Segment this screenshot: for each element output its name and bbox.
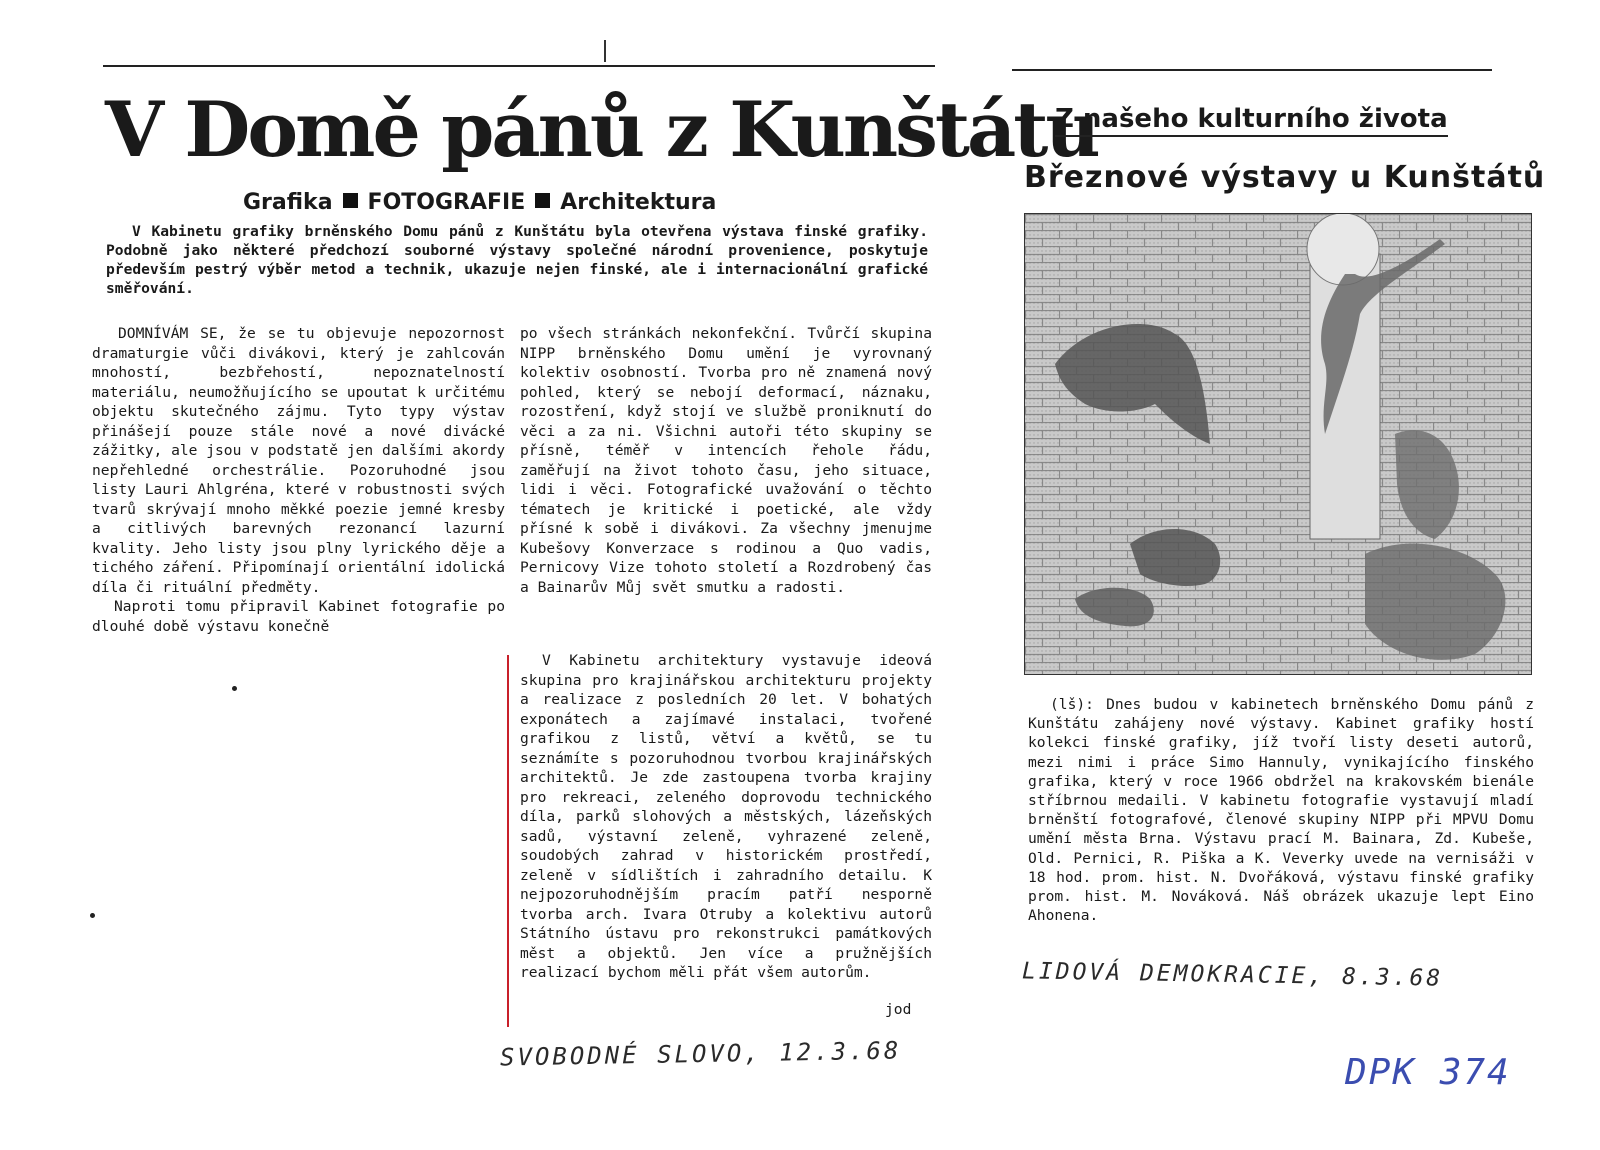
left-article-signature: jod <box>885 1001 912 1018</box>
top-rule-right <box>1012 69 1492 71</box>
right-article-caption: (lš): Dnes budou v kabinetech brněnského Domu pánů z Kunštátu zahájeny nové výstavy. Kabinet grafiky hostí kolekci finské grafiky, jíž tvoří listy deseti autorů, mezi nimi i práce Simo Hannuly, vynikajícího finského grafika, který v roce 1966 obdržel na krakovském bienále stříbrnou medaili. V kabinetu fotografie vystavují mladí brněnští fotografové, členové skupiny NIPP při MPVU Domu umění města Brna. Výstavu prací M. Bainara, Zd. Kubeše, Old. Pernici, R. Piška a K. Veverky uvede na vernisáži v 18 hod. prom. hist. N. Dvořáková, výstavu finské grafiky prom. hist. M. Nováková. Náš obrázek ukazuje lept Eino Ahonena. <box>1028 696 1534 925</box>
fold-mark <box>604 40 606 62</box>
left-article-column-2 <box>520 324 932 597</box>
stray-dot <box>90 913 95 918</box>
handwritten-source-left: SVOBODNÉ SLOVO, 12.3.68 <box>499 1036 902 1072</box>
etching-illustration <box>1025 214 1531 674</box>
column-2-paragraph-1: po všech stránkách nekonfekční. Tvůrčí skupina NIPP brněnského Domu umění je vyrovnaný kolektiv osobností. Tvorba pro ně znamená nový pohled, který se nebojí deformací, náznaku, rozostření, když stojí ve službě proniknutí do věci a za ni. Všichni autoři této skupiny se přísně, téměř v intencích řehole řádu, zaměřují na život tohoto času, jeho situace, lidi i věci. Fotografické uvažování o těchto tématech je kritické i poetické, ale vždy přísné k sobě i divákovi. Za všechny jmenujme Kubešovy Konverzace s rodinou a Quo vadis, Pernicovy Vize tohoto století a Rozdrobený čas a Bainarův Můj svět smutku a radosti. <box>520 325 932 596</box>
square-bullet-icon <box>343 193 358 208</box>
left-article-column-2-architecture <box>520 651 932 983</box>
archive-reference: DPK 374 <box>1345 1052 1511 1093</box>
handwritten-source-right: LIDOVÁ DEMOKRACIE, 8.3.68 <box>1021 958 1444 992</box>
right-article-kicker: Z našeho kulturního života <box>1055 104 1448 137</box>
left-article-title: V Domě pánů z Kunštátu <box>105 85 1098 174</box>
stray-dot <box>232 686 237 691</box>
column-1-paragraph-1: DOMNÍVÁM SE, že se tu objevuje nepozornost dramaturgie vůči divákovi, který je zahlcován mnohostí, bezbřehostí, nepoznatelností materiálu, neumožňujícího se upoutat k určitému objektu skutečného zájmu. Tyto typy výstav přinášejí pouze stále nové a nové divácké zážitky, ale jsou v podstatě jen dalšími akordy nepřehledné orchestrálie. Pozoruhodné jsou listy Lauri Ahlgréna, které v robustnosti svých tvarů skrývají mnoho měkké poezie jemné kresby a citlivých barevných rezonancí lazurní kvality. Jeho listy jsou plny lyrického děje a tichého záření. Připomínají orientální idolická díla či rituální předměty. <box>92 325 505 596</box>
left-article-lead: V Kabinetu grafiky brněnského Domu pánů z Kunštátu byla otevřena výstava finské grafiky. Podobně jako některé předchozí souborné výstavy společné národní provenience, poskytuje především pestrý výběr metod a technik, ukazuje nejen finské, ale i internacionální grafické směřování. <box>106 223 928 297</box>
top-rule-left <box>103 65 935 67</box>
subtitle-architektura: Architektura <box>560 190 717 215</box>
column-1-paragraph-2: Naproti tomu připravil Kabinet fotografie po dlouhé době výstavu konečně <box>92 598 505 635</box>
red-margin-mark <box>507 655 509 1027</box>
right-article-title: Březnové výstavy u Kunštátů <box>1024 160 1546 195</box>
subtitle-fotografie: FOTOGRAFIE <box>367 190 526 215</box>
etching-photo <box>1024 213 1532 675</box>
square-bullet-icon <box>535 193 550 208</box>
column-2-paragraph-2: V Kabinetu architektury vystavuje ideová skupina pro krajinářskou architekturu projekty a realizace z posledních 20 let. V bohatých exponátech a zajímavé instalaci, tvořené grafikou z listů, větví a květů, se tu seznámíte s pozoruhodnou tvorbou krajinářských architektů. Je zde zastoupena tvorba krajiny pro rekreaci, zeleného doprovodu technického díla, parků slohových a městských, lázeňských sadů, výstavní zeleně, vyhrazené zeleně, soudobých zahrad v historickém prostředí, zeleně v sídlištích i zahradního detailu. K nejpozoruhodnějším pracím patří nesporně tvorba arch. Ivara Otruby a kolektivu autorů Státního ústavu pro rekonstrukci památkových měst a objektů. Jen více a pružnějších realizací bychom měli přát všem autorům. <box>520 652 932 981</box>
subtitle-grafika: Grafika <box>243 190 333 215</box>
left-article-subtitle <box>243 190 823 215</box>
left-article-column-1 <box>92 324 505 636</box>
